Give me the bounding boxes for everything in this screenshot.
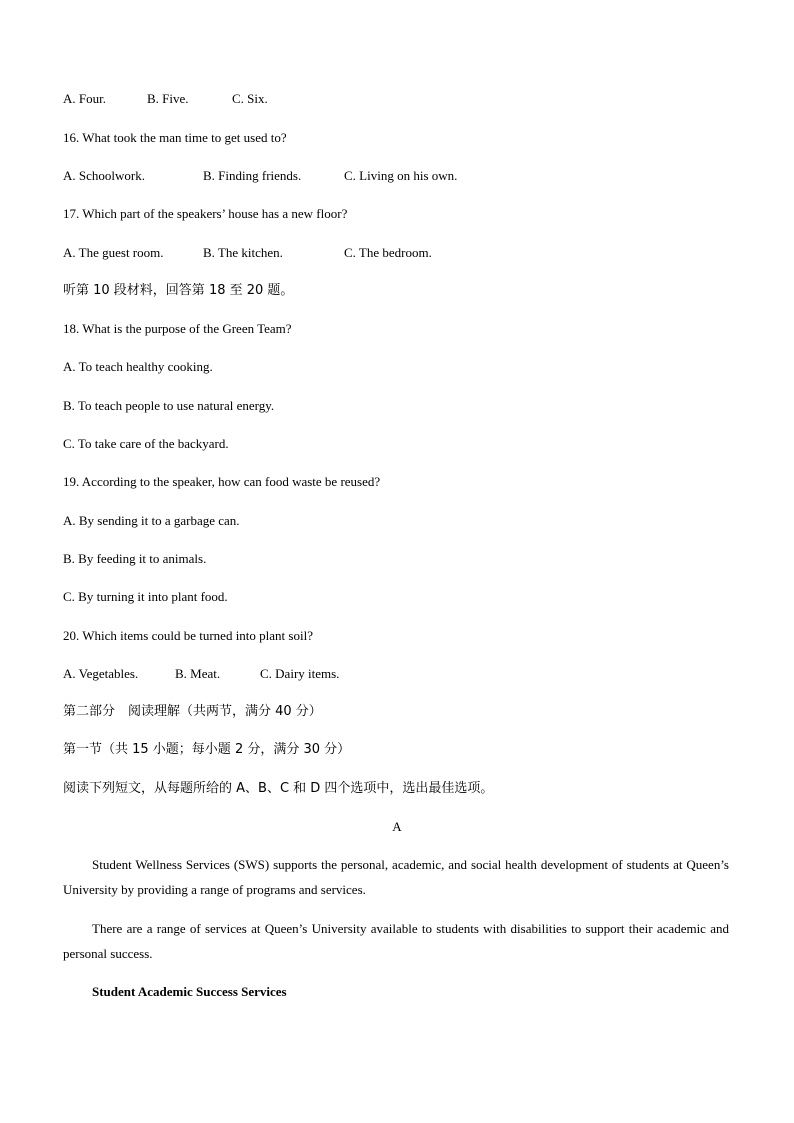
q17-option-c: C. The bedroom.	[344, 245, 432, 260]
q16-option-a: A. Schoolwork.	[63, 168, 145, 183]
q17-question: 17. Which part of the speakers’ house has a new floor?	[63, 206, 348, 221]
q19-option-c: C. By turning it into plant food.	[63, 589, 228, 604]
q17-options	[63, 244, 432, 262]
q20-option-b: B. Meat.	[175, 666, 221, 681]
q20-options	[63, 665, 339, 683]
q17-option-a: A. The guest room.	[63, 245, 164, 260]
subheading-academic-success: Student Academic Success Services	[92, 984, 287, 999]
q15-options	[63, 90, 268, 108]
section10-instruction: 听第 10 段材料，回答第 18 至 20 题。	[63, 283, 294, 298]
q18-option-c: C. To take care of the backyard.	[63, 436, 229, 451]
q19-option-a: A. By sending it to a garbage can.	[63, 513, 240, 528]
q16-option-c: C. Living on his own.	[344, 168, 458, 183]
q19-option-b: B. By feeding it to animals.	[63, 551, 207, 566]
passage-label: A	[392, 819, 402, 834]
section1-title: 第一节（共 15 小题；每小题 2 分，满分 30 分）	[63, 742, 351, 757]
reading-instruction: 阅读下列短文，从每题所给的 A、B、C 和 D 四个选项中，选出最佳选项。	[63, 781, 494, 796]
q20-option-a: A. Vegetables.	[63, 666, 139, 681]
q16-options	[63, 167, 457, 185]
q18-option-a: A. To teach healthy cooking.	[63, 359, 213, 374]
part2-title: 第二部分 阅读理解（共两节，满分 40 分）	[63, 704, 322, 719]
paragraph-2: There are a range of services at Queen’s University available to students with disabilities to support their academic and personal success.	[63, 921, 729, 961]
q20-option-c: C. Dairy items.	[260, 666, 340, 681]
q15-option-a: A. Four.	[63, 91, 106, 106]
q16-option-b: B. Finding friends.	[203, 168, 302, 183]
q20-question: 20. Which items could be turned into plant soil?	[63, 628, 313, 643]
q15-option-c: C. Six.	[232, 91, 268, 106]
q18-question: 18. What is the purpose of the Green Team?	[63, 321, 292, 336]
q18-option-b: B. To teach people to use natural energy.	[63, 398, 275, 413]
q16-question: 16. What took the man time to get used to?	[63, 130, 287, 145]
q19-question: 19. According to the speaker, how can food waste be reused?	[63, 474, 381, 489]
q15-option-b: B. Five.	[147, 91, 189, 106]
paragraph-1: Student Wellness Services (SWS) supports the personal, academic, and social health development of students at Queen’s University by providing a range of programs and services.	[63, 857, 729, 897]
q17-option-b: B. The kitchen.	[203, 245, 283, 260]
